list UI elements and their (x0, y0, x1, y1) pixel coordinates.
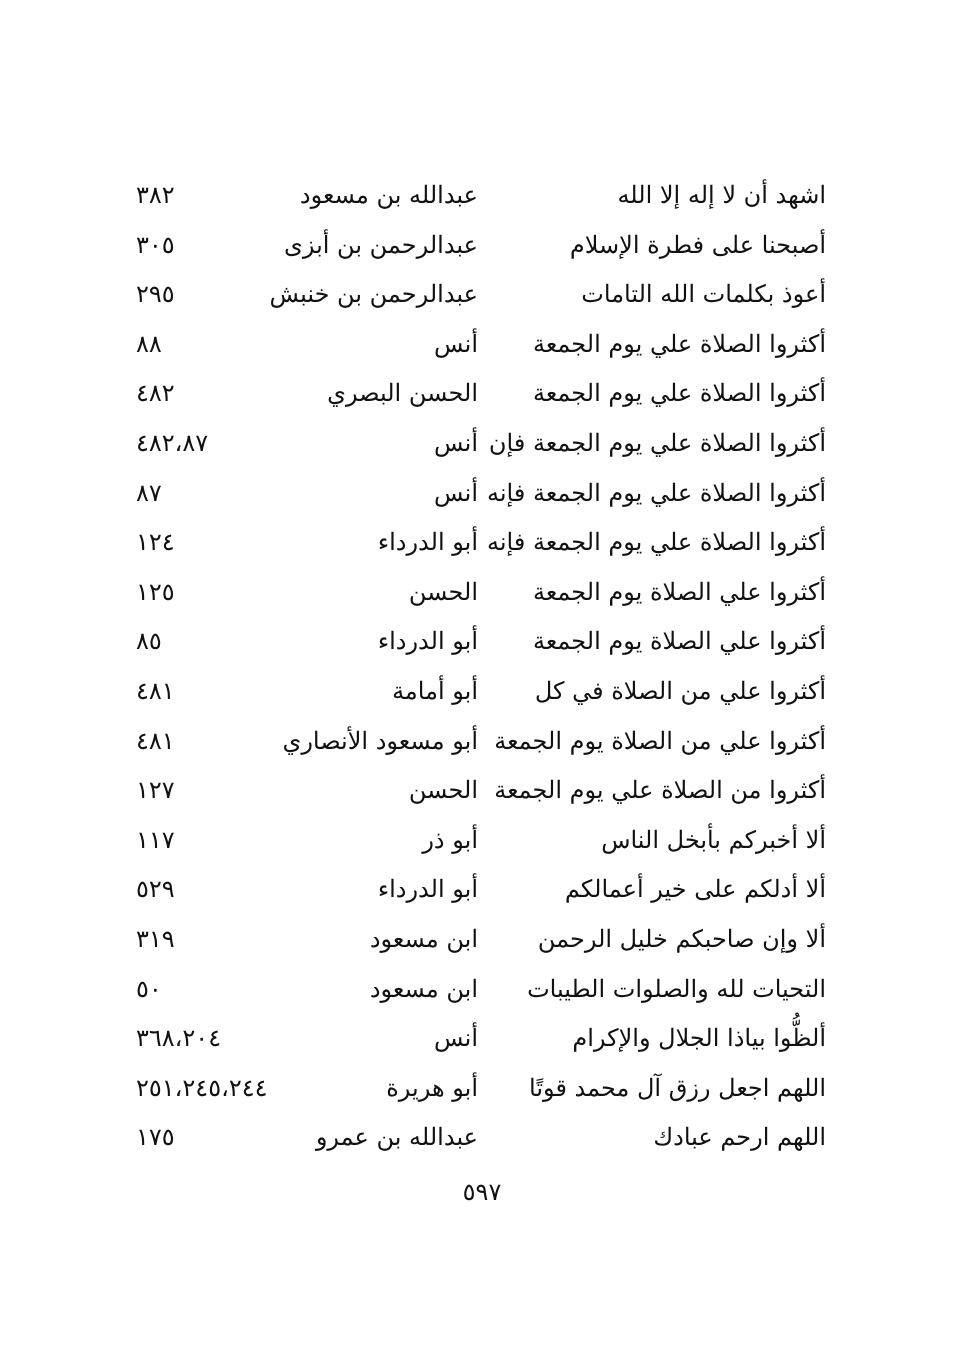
page-references: ١٢٧ (136, 776, 175, 805)
hadith-text: أكثروا الصلاة علي يوم الجمعة فإنه (487, 528, 826, 557)
page-references: ٤٨١ (136, 676, 175, 705)
page-references: ٥٢٩ (136, 875, 175, 904)
page-references: ٢٥١،٢٤٥،٢٤٤ (136, 1073, 268, 1102)
hadith-index-table (120, 171, 830, 1163)
table-row (120, 717, 830, 767)
table-row (120, 270, 830, 320)
table-row (120, 915, 830, 965)
table-row (120, 419, 830, 469)
hadith-text: ألا وإن صاحبكم خليل الرحمن (537, 924, 826, 953)
narrator-name: أبو هريرة (386, 1073, 478, 1102)
hadith-text: أصبحنا على فطرة الإسلام (569, 230, 826, 259)
page-references: ٤٨١ (136, 726, 175, 755)
hadith-text: اشهد أن لا إله إلا الله (617, 181, 826, 209)
page-references: ١١٧ (136, 825, 175, 854)
table-row (120, 965, 830, 1015)
table-row (120, 221, 830, 271)
table-row (120, 518, 830, 568)
hadith-text: ألا أدلكم على خير أعمالكم (564, 875, 826, 904)
narrator-name: ابن مسعود (369, 924, 478, 953)
table-row (120, 469, 830, 519)
table-row (120, 1014, 830, 1064)
hadith-text: ألا أخبركم بأبخل الناس (601, 825, 826, 854)
hadith-text: أكثروا الصلاة علي يوم الجمعة فإنه (487, 478, 826, 507)
page-references: ٢٩٥ (136, 280, 175, 309)
narrator-name: أنس (434, 478, 478, 507)
narrator-name: أنس (434, 329, 478, 358)
page-references: ٤٨٢،٨٧ (136, 428, 209, 457)
page-references: ٣٠٥ (136, 230, 175, 259)
hadith-text: أعوذ بكلمات الله التامات (581, 280, 826, 309)
table-row (120, 667, 830, 717)
hadith-text: اللهم ارحم عبادك (653, 1123, 826, 1152)
table-row (120, 320, 830, 370)
hadith-text: أكثروا علي من الصلاة في كل (534, 676, 826, 705)
hadith-text: أكثروا علي من الصلاة يوم الجمعة (494, 726, 826, 755)
hadith-text: أكثروا علي الصلاة يوم الجمعة (532, 577, 826, 606)
narrator-name: عبدالرحمن بن خنبش (269, 280, 478, 309)
hadith-text: أكثروا الصلاة علي يوم الجمعة (532, 329, 826, 358)
page-references: ٨٨ (136, 329, 162, 358)
table-row (120, 617, 830, 667)
table-row (120, 369, 830, 419)
narrator-name: أبو مسعود الأنصاري (282, 726, 478, 755)
page-references: ٨٥ (136, 627, 162, 656)
hadith-text: اللهم اجعل رزق آل محمد قوتًا (529, 1073, 826, 1102)
narrator-name: أبو الدرداء (377, 627, 478, 656)
page-references: ٣٨٢ (136, 181, 175, 209)
narrator-name: أبو الدرداء (377, 875, 478, 904)
narrator-name: الحسن (408, 577, 478, 606)
hadith-text: أكثروا الصلاة علي يوم الجمعة (532, 379, 826, 408)
page-references: ٤٨٢ (136, 379, 175, 408)
narrator-name: الحسن البصري (327, 379, 478, 408)
hadith-text: ألظُّوا بياذا الجلال والإكرام (572, 1024, 826, 1053)
page-number: ٥٩٧ (462, 1178, 502, 1206)
page-references: ١٢٤ (136, 528, 175, 557)
narrator-name: أنس (434, 428, 478, 457)
narrator-name: أبو الدرداء (377, 528, 478, 557)
page-references: ١٢٥ (136, 577, 175, 606)
narrator-name: ابن مسعود (369, 974, 478, 1003)
page-references: ٣٦٨،٢٠٤ (136, 1024, 222, 1053)
narrator-name: عبدالرحمن بن أبزى (284, 230, 478, 259)
table-row (120, 568, 830, 618)
table-row (120, 1064, 830, 1114)
table-row (120, 766, 830, 816)
page-references: ١٧٥ (136, 1123, 175, 1152)
narrator-name: عبدالله بن عمرو (315, 1123, 478, 1152)
hadith-text: التحيات لله والصلوات الطيبات (527, 974, 826, 1003)
hadith-text: أكثروا الصلاة علي يوم الجمعة فإن (488, 428, 826, 457)
table-row (120, 1113, 830, 1163)
hadith-text: أكثروا علي الصلاة يوم الجمعة (532, 627, 826, 656)
table-row (120, 816, 830, 866)
page-references: ٥٠ (136, 974, 162, 1003)
table-row (120, 171, 830, 221)
table-row (120, 865, 830, 915)
narrator-name: عبدالله بن مسعود (299, 181, 478, 209)
narrator-name: أبو أمامة (392, 676, 478, 705)
narrator-name: أنس (434, 1024, 478, 1053)
narrator-name: أبو ذر (422, 825, 478, 854)
narrator-name: الحسن (408, 776, 478, 805)
page-references: ٨٧ (136, 478, 162, 507)
hadith-text: أكثروا من الصلاة علي يوم الجمعة (494, 776, 826, 805)
page-references: ٣١٩ (136, 924, 175, 953)
